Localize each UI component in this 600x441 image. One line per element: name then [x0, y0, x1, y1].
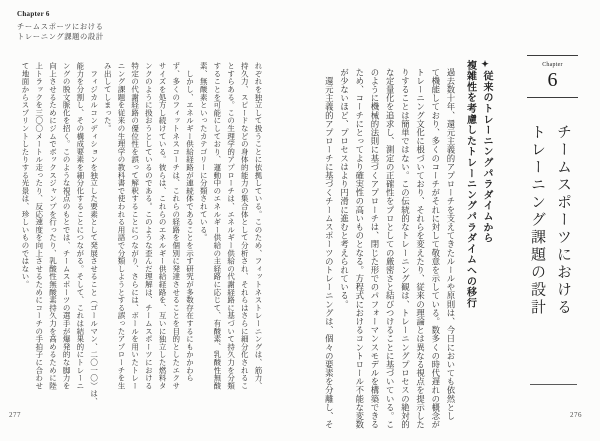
body-column: 過去数十年、還元主義的アプローチを支えてきたルールや原則は、今日においても依然とし [446, 68, 455, 421]
section-heading [462, 60, 494, 308]
running-head-title-line2: トレーニング課題の設計 [17, 32, 104, 41]
body-column: することを可能にしており、運動中のエネルギー供給の主経路に応じて、有酸素、乳酸性無酸 [212, 62, 222, 390]
body-column: トレーニング文化に根づいており、それらを変えたり、従来の理論とは異なる視点を提示した [415, 68, 425, 429]
body-column: しかし、エネルギー供給経路が連続体であることを示す研究が多数存在するにもかかわら [185, 62, 195, 382]
chapter-number: 6 [547, 69, 558, 91]
section-heading-line1 [478, 60, 495, 308]
body-column: のように機械的法則に基づくアプローチは、閉じた形でのパフォーマンスモデルを構築できる [369, 68, 379, 429]
running-head-title [17, 22, 104, 42]
left-page-body-text [18, 62, 265, 406]
right-page-body-text [321, 68, 458, 428]
body-column: 能力を分割し、その構成要素を細分化することにつながる。そして、これは結果的にトレーニ [75, 62, 85, 390]
chapter-title-line2: トレーニング課題の設計 [529, 124, 546, 317]
body-column: な定量化を追求し、測定の正確性をプロとしての厳密さと結びつけることに基づいている。こ [385, 68, 395, 429]
body-column: サイズを処方し続けている。彼らは、これらのエネルギー供給経路を、互いに独立した燃料タ [158, 62, 168, 390]
body-column: ングの脱文脈化を招く。このような視点のもとでは、チームスポーツの選手が爆発的な脚力を [62, 62, 72, 390]
section-heading-text1: 従来のトレーニングパラダイムから [481, 70, 492, 244]
star-marker-icon: ✦ [481, 60, 491, 71]
chapter-title-line1: チームスポーツにおける [555, 124, 572, 317]
section-heading-line2: 複雑性を考慮したトレーニングパラダイムへの移行 [464, 60, 476, 309]
chapter-rule-bottom [527, 97, 578, 98]
page-number-left: 277 [9, 411, 21, 419]
body-column: 向上させるためにジムでボックスジャンプを行ったり、乳酸性無酸素持久力を高めるために陸 [48, 62, 58, 390]
body-column: て機能しており、多くのコーチがそれに対して敬意を示している。数多くの時代遅れの概念が [430, 68, 440, 429]
body-column: フィジカルコンディションを独立した要素として発展させること（ゴールマン、二〇一〇）は、 [89, 62, 99, 406]
body-column: 還元主義的アプローチに基づくチームスポーツのトレーニングは、個々の要素を分離し、そ [324, 68, 334, 429]
body-column: ンクのように扱おうとしているのである。このような歪んだ理解は、チームスポーツにおける [144, 62, 154, 390]
running-head-chapter-label: Chapter 6 [17, 10, 50, 18]
body-column: ため、コーチにとってより確実性の高いものとなる。方程式におけるコントロール不能な変数 [354, 68, 364, 429]
running-head-title-line1: チームスポーツにおける [17, 22, 104, 31]
body-column: 上トラックを三〇〇メートル走ったり、反応速度を向上させるためにコーチの手拍子に合わせ [34, 62, 44, 390]
page-number-right: 276 [570, 411, 582, 419]
body-column: れぞれを独立して扱うことに依拠している。このため、フィットネストレーニングは、筋力、 [254, 62, 263, 390]
body-column: が少ないほど、プロセスはより円滑に進むと考えられている。 [339, 68, 349, 309]
chapter-badge [527, 55, 578, 98]
body-column: ず、多くのフィットネスコーチは、これらの経路を個別に発達させることを目的としたエクサ [171, 62, 181, 390]
body-column: ニング課題を従来の生理学の教科書で使われる用語で分類しようとする誤ったアプローチを生 [116, 62, 126, 390]
chapter-title-vertical [524, 124, 576, 317]
running-head [17, 10, 104, 42]
body-column: て地面からスプリントしたりする光景は、珍しいものではない。 [21, 62, 31, 289]
body-column: み出してしまった。 [103, 62, 113, 133]
chapter-label: Chapter [542, 62, 563, 68]
body-column: 素、無酸素といったカテゴリーに分類されている。 [199, 62, 209, 242]
body-column: 持久力、スピードなどの身体的能力の集合体として分析され、それらはさらに細分化されるこ [240, 62, 250, 390]
body-column: りすることは簡単ではない。この伝統的なトレーニング観は、トレーニングプロセスの絶対的 [400, 68, 410, 429]
body-column: 特定の代謝経路の優位性を誤って解釈することにつながり、さらには、ボールを用いたトレー [130, 62, 140, 390]
footer-rule [530, 384, 577, 385]
body-column: とすらある。この生理学的アプローチは、エネルギー供給の代謝経路に基づいて持久力を分類 [226, 62, 236, 390]
chapter-rule-top [527, 55, 578, 56]
